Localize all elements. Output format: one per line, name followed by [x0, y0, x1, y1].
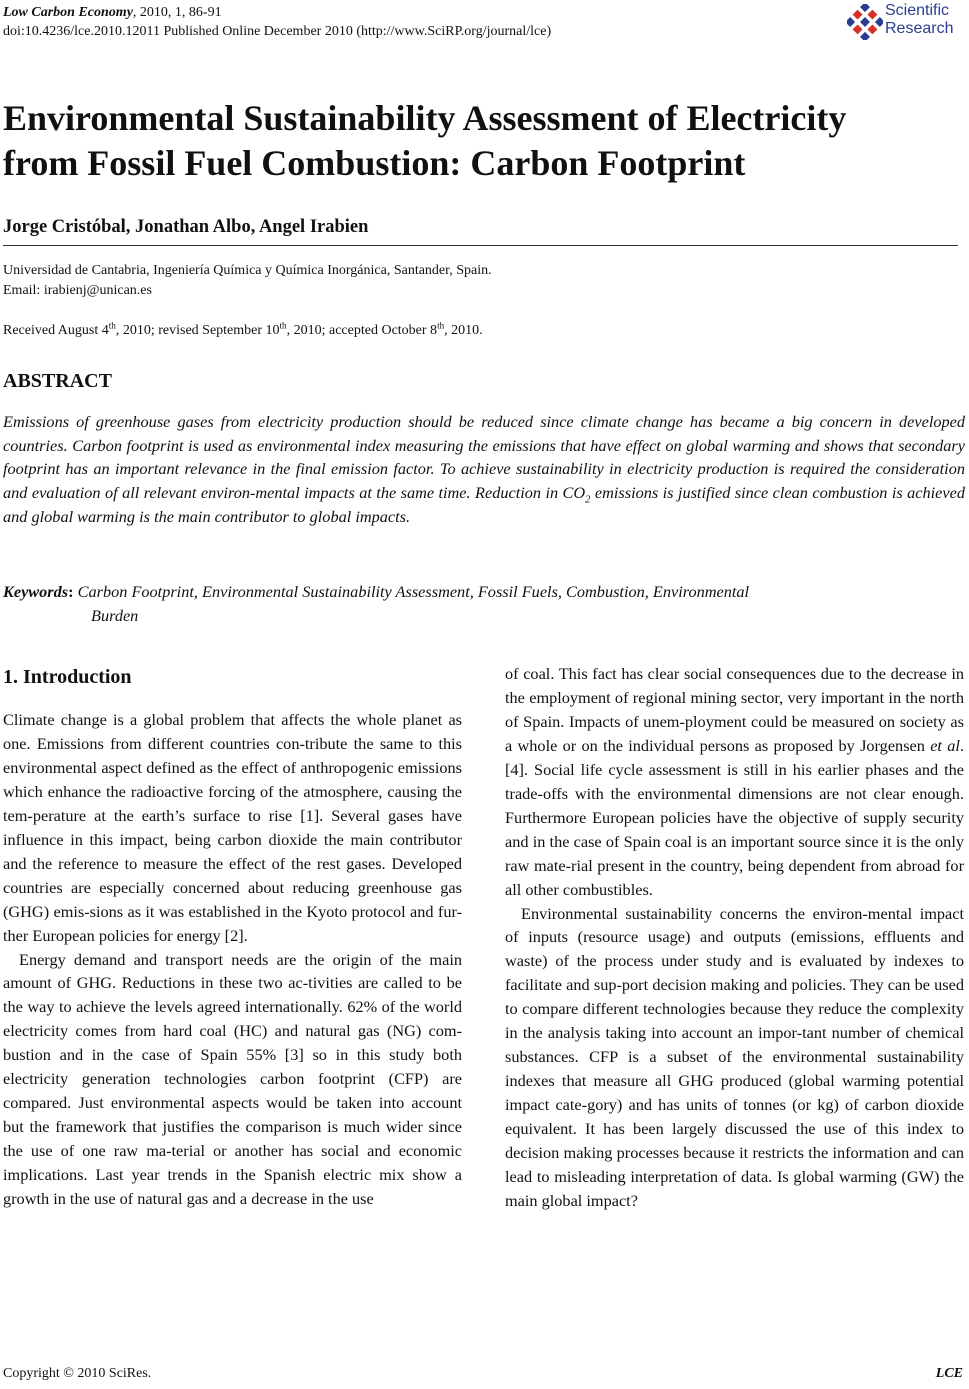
logo-line-1: Scientific — [885, 2, 950, 19]
keywords — [3, 580, 933, 627]
section-heading-introduction: 1. Introduction — [3, 666, 132, 688]
keywords-line-1: Carbon Footprint, Environmental Sustainability Assessment, Fossil Fuels, Combustion, Environmental — [77, 582, 750, 601]
abstract-text — [3, 410, 965, 529]
body-left-column — [3, 660, 462, 1211]
revised-sup: th — [279, 320, 287, 331]
journal-citation — [3, 4, 222, 22]
title-line-1: Environmental Sustainability Assessment of Electricity — [3, 98, 847, 138]
intro-paragraph-4: Environmental sustainability concerns the environ-mental impact of inputs (resource usage) and outputs (emissions, effluents and waste) of the process under study and is evaluated by indexes to facilitate and sup-port decision making and policies. They can be used to compare different technologies because they reduce the complexity in the analysis taking into account an impor-tant number of chemical substances. CFP is a subset of the environmental sustainability indexes that measure all GHG produced (global warming potential impact cate-gory) and has units of tonnes (or kg) of carbon dioxide equivalent. It has been largely discussed the use of this index to decision making processes because it restricts the information and can lead to misleading interpretation of data. Is global warming (GW) the main global impact? — [505, 903, 964, 1210]
header-divider — [3, 245, 958, 246]
intro-paragraph-1: Climate change is a global problem that affects the whole planet as one. Emissions from different countries con-tribute the same to this environmental aspect defined as the effect of anthropogenic emissions which enhance the radioactive forcing of the atmosphere, causing the tem-perature at the earth’s surface to rise [1]. Several gases have influence in this impact, being carbon dioxide the main contributor and the reference to measure the effect of the rest gases. Developed countries are especially concerned about reducing greenhouse gas (GHG) emis-sions as it was established in the Kyoto protocol and fur-ther European policies for energy [2]. — [3, 710, 462, 945]
p3-part-b: . [4]. Social life cycle assessment is still in his earlier phases and the trade-offs with the environmental dimensions are not clear enough. Furthermore European policies have the objective of supply security and in the case of Spain coal is an important source since it is the only raw mate-rial present in the country, being dependent from abroad for all other combustibles. — [505, 735, 964, 899]
footer-copyright: Copyright © 2010 SciRes. — [3, 1366, 152, 1381]
abstract-part-a: Emissions of greenhouse gases from electricity production should be reduced since climate change has became a big concern in developed countries. Carbon footprint is used as environmental index measuring the emissions that have effect on global warming and shows that secondary footprint has an important relevance in the final emission factor. To achieve sustainability in electricity production is required the consideration and evaluation of all relevant environ-mental impacts at the same time. Reduction in CO — [3, 412, 965, 503]
abstract-heading: ABSTRACT — [3, 370, 112, 392]
logo-wordmark — [885, 2, 953, 38]
contact-email: Email: irabienj@unican.es — [3, 283, 152, 298]
body-right-column — [505, 662, 964, 1213]
footer-journal-abbr: LCE — [935, 1366, 963, 1381]
journal-name: Low Carbon Economy — [3, 5, 133, 20]
author-list: Jorge Cristóbal, Jonathan Albo, Angel Irabien — [3, 217, 369, 237]
abstract-subscript: 2 — [585, 494, 591, 506]
title-line-2: from Fossil Fuel Combustion: Carbon Footprint — [3, 143, 746, 183]
abstract-part-b: emissions is justified since clean combustion is achieved and global warming is the main contributor to global impacts. — [3, 483, 965, 526]
logo-mark-icon — [847, 4, 883, 40]
received-dates — [3, 321, 483, 340]
p3-etal: et al — [930, 735, 960, 755]
publisher-logo — [847, 2, 965, 42]
received-text: Received August 4 — [3, 323, 109, 338]
p3-part-a: of coal. This fact has clear social consequences due to the decrease in the employment of regional mining sector, very important in the north of Spain. Impacts of unem-ployment could be measured on society as a whole or on the individual persons as proposed by Jorgensen — [505, 664, 964, 755]
keywords-line-2: Burden — [91, 605, 139, 625]
accepted-sup: th — [437, 320, 445, 331]
logo-line-2: Research — [885, 20, 954, 37]
affiliation: Universidad de Cantabria, Ingeniería Química y Química Inorgánica, Santander, Spain. — [3, 263, 492, 278]
keywords-label: Keywords — [3, 582, 69, 601]
accepted-text: , 2010; accepted October 8 — [286, 323, 438, 338]
doi-line: doi:10.4236/lce.2010.12011 Published Online December 2010 (http://www.SciRP.org/journal/lce) — [3, 24, 552, 39]
paper-title — [3, 96, 933, 186]
received-end: , 2010. — [444, 323, 483, 338]
journal-info: , 2010, 1, 86-91 — [132, 5, 222, 20]
intro-paragraph-3 — [505, 662, 964, 902]
revised-text: , 2010; revised September 10 — [115, 323, 280, 338]
received-sup: th — [108, 320, 116, 331]
intro-paragraph-2: Energy demand and transport needs are the origin of the main amount of GHG. Reductions in these two ac-tivities are called to be the way to achieve the levels agreed internationally. 62% of the world electricity comes from hard coal (HC) and natural gas (NG) com-bustion and in the case of Spain 55% [3] so in this study both electricity generation technologies carbon footprint (CFP) are compared. Just environmental aspects would be taken into account but the framework that justifies the comparison is much wider since the use of one raw ma-terial or another has social and economic implications. Last year trends in the Spanish electric mix show a growth in the use of natural gas and a decrease in the use — [3, 949, 462, 1209]
keywords-colon: : — [68, 582, 78, 601]
